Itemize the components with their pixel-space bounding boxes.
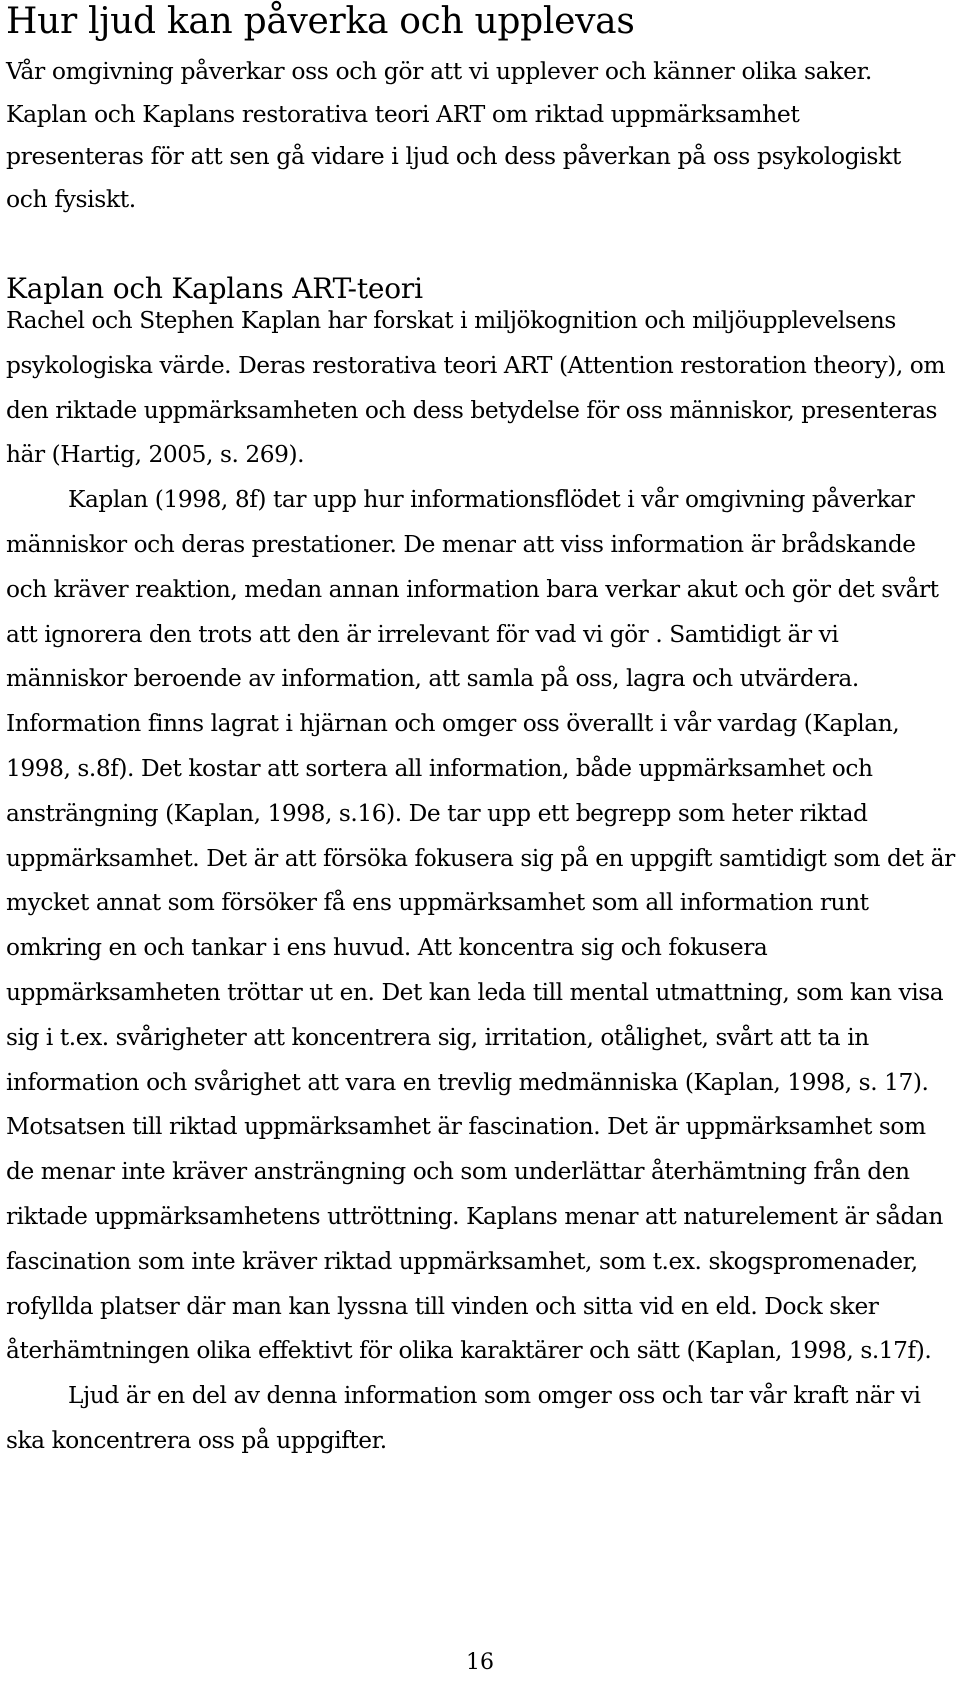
- subsection-heading: Kaplan och Kaplans ART-teori: [6, 272, 423, 305]
- body-text: [6, 299, 956, 1464]
- page-number: 16: [466, 1650, 494, 1675]
- intro-paragraph: Vår omgivning påverkar oss och gör att vi upplever och känner olika saker. Kaplan och Kaplans restorativa teori ART om riktad uppmärksamhet presenteras för att sen gå vidare i ljud och dess påverkan på oss psykologiskt och fysiskt.: [6, 57, 901, 213]
- paragraph-3: Ljud är en del av denna information som omger oss och tar vår kraft när vi ska koncentrera oss på uppgifter.: [6, 1382, 921, 1454]
- paragraph-1: Rachel och Stephen Kaplan har forskat i miljökognition och miljöupplevelsens psykologiska värde. Deras restorativa teori ART (Attention restoration theory), om den riktade uppmärksamheten och dess betydelse för oss människor, presenteras här (Hartig, 2005, s. 269).: [6, 307, 945, 469]
- paragraph-2: Kaplan (1998, 8f) tar upp hur informationsflödet i vår omgivning påverkar människor och deras prestationer. De menar att viss information är brådskande och kräver reaktion, medan annan information bara verkar akut och gör det svårt att ignorera den trots att den är irrelevant för vad vi gör . Samtidigt är vi människor beroende av information, att samla på oss, lagra och utvärdera. Information finns lagrat i hjärnan och omger oss överallt i vår vardag (Kaplan, 1998, s.8f). Det kostar att sortera all information, både uppmärksamhet och ansträngning (Kaplan, 1998, s.16). De tar upp ett begrepp som heter riktad uppmärksamhet. Det är att försöka fokusera sig på en uppgift samtidigt som det är mycket annat som försöker få ens uppmärksamhet som all information runt omkring en och tankar i ens huvud. Att koncentra sig och fokusera uppmärksamheten tröttar ut en. Det kan leda till mental utmattning, som kan visa sig i t.ex. svårigheter att koncentrera sig, irritation, otålighet, svårt att ta in information och svårighet att vara en trevlig medmänniska (Kaplan, 1998, s. 17). Motsatsen till riktad uppmärksamhet är fascination. Det är uppmärksamhet som de menar inte kräver ansträngning och som underlättar återhämtning från den riktade uppmärksamhetens uttröttning. Kaplans menar att naturelement är sådan fascination som inte kräver riktad uppmärksamhet, som t.ex. skogspromenader, rofyllda platser där man kan lyssna till vinden och sitta vid en eld. Dock sker återhämtningen olika effektivt för olika karaktärer och sätt (Kaplan, 1998, s.17f).: [6, 486, 955, 1365]
- section-heading: Hur ljud kan påverka och upplevas: [6, 1, 635, 42]
